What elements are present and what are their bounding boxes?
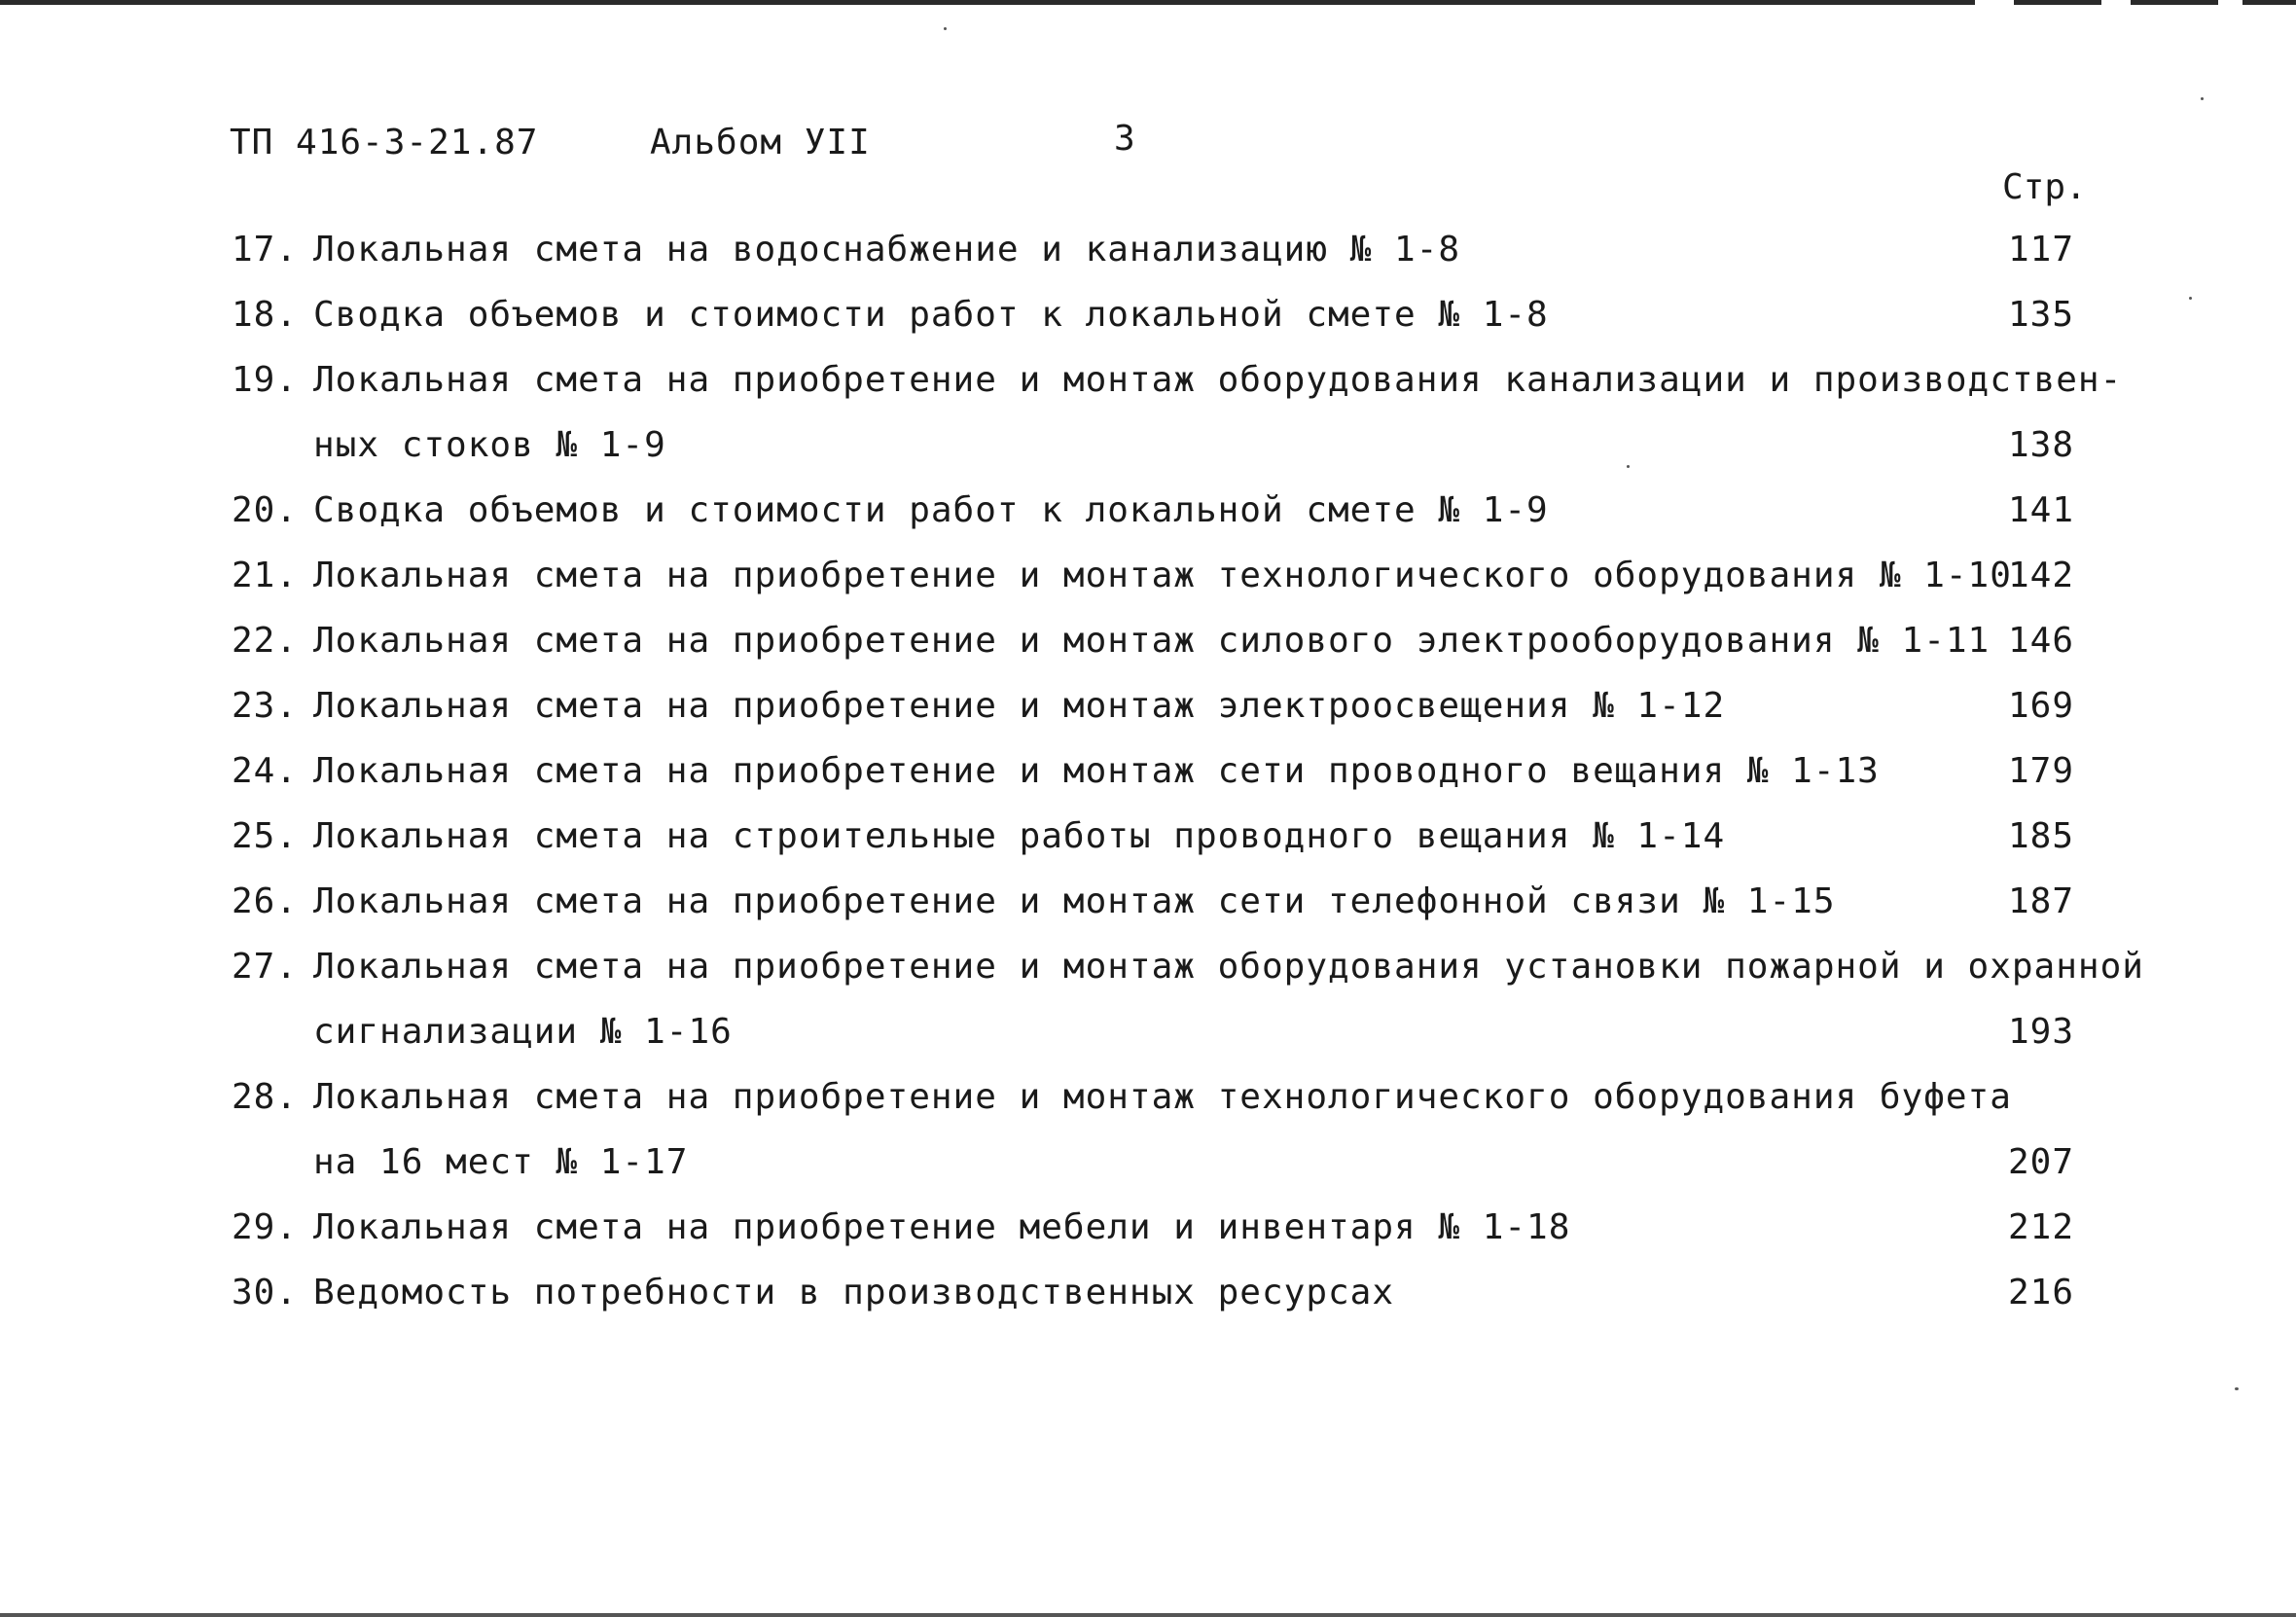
page-number: 3: [1114, 119, 1136, 159]
entry-title: Локальная смета на приобретение и монтаж оборудования установки пожарной и охранной: [313, 947, 2144, 987]
entry-page: 216: [2008, 1273, 2075, 1312]
entry-page: 187: [2008, 881, 2075, 921]
entry-number: 28.: [232, 1077, 299, 1117]
entry-title: Локальная смета на приобретение и монтаж сети проводного вещания № 1-13: [313, 751, 1880, 791]
scan-speck: [944, 27, 947, 30]
entry-title: Локальная смета на приобретение и монтаж сети телефонной связи № 1-15: [313, 881, 1836, 921]
scan-edge-gap: [1975, 0, 2014, 5]
entry-title: Локальная смета на приобретение мебели и инвентаря № 1-18: [313, 1207, 1571, 1247]
entry-number: 21.: [232, 556, 299, 595]
entry-page: 146: [2008, 621, 2075, 661]
entry-page: 212: [2008, 1207, 2075, 1247]
entry-title: Локальная смета на приобретение и монтаж электроосвещения № 1-12: [313, 686, 1726, 726]
entry-title-continuation: на 16 мест № 1-17: [313, 1142, 689, 1182]
entry-number: 30.: [232, 1273, 299, 1312]
entry-page: 179: [2008, 751, 2075, 791]
scan-top-edge: [0, 0, 2296, 5]
entry-title: Локальная смета на строительные работы проводного вещания № 1-14: [313, 816, 1726, 856]
scan-bottom-edge: [0, 1613, 2296, 1617]
entry-page: 193: [2008, 1012, 2075, 1052]
entry-title: Сводка объемов и стоимости работ к локальной смете № 1-9: [313, 490, 1549, 530]
entry-page: 207: [2008, 1142, 2075, 1182]
entry-page: 185: [2008, 816, 2075, 856]
entry-page: 117: [2008, 230, 2075, 270]
entry-number: 17.: [232, 230, 299, 270]
entry-title: Локальная смета на приобретение и монтаж технологического оборудования буфета: [313, 1077, 2012, 1117]
entry-number: 29.: [232, 1207, 299, 1247]
entry-title: Сводка объемов и стоимости работ к локальной смете № 1-8: [313, 295, 1549, 335]
entry-number: 18.: [232, 295, 299, 335]
scan-speck: [1627, 465, 1630, 468]
scan-speck: [2189, 297, 2192, 300]
entry-page: 138: [2008, 425, 2075, 465]
scan-edge-gap: [2218, 0, 2242, 5]
entry-number: 27.: [232, 947, 299, 987]
doc-code: ТП 416-3-21.87: [230, 123, 539, 162]
entry-title-continuation: сигнализации № 1-16: [313, 1012, 733, 1052]
entry-number: 19.: [232, 360, 299, 400]
entry-number: 24.: [232, 751, 299, 791]
entry-title: Ведомость потребности в производственных ресурсах: [313, 1273, 1395, 1312]
scan-edge-gap: [2101, 0, 2131, 5]
page-column-label: Стр.: [2002, 167, 2087, 207]
entry-page: 142: [2008, 556, 2075, 595]
album-label: Альбом УII: [650, 123, 871, 162]
entry-page: 135: [2008, 295, 2075, 335]
entry-title-continuation: ных стоков № 1-9: [313, 425, 666, 465]
entry-number: 26.: [232, 881, 299, 921]
entry-title: Локальная смета на приобретение и монтаж технологического оборудования № 1-10: [313, 556, 2012, 595]
entry-title: Локальная смета на приобретение и монтаж оборудования канализации и производствен-: [313, 360, 2123, 400]
entry-title: Локальная смета на приобретение и монтаж силового электрооборудования № 1-11: [313, 621, 1991, 661]
entry-number: 22.: [232, 621, 299, 661]
scan-speck: [2235, 1387, 2239, 1390]
entry-page: 169: [2008, 686, 2075, 726]
entry-title: Локальная смета на водоснабжение и канализацию № 1-8: [313, 230, 1461, 270]
entry-number: 25.: [232, 816, 299, 856]
entry-number: 20.: [232, 490, 299, 530]
entry-page: 141: [2008, 490, 2075, 530]
entry-number: 23.: [232, 686, 299, 726]
scan-speck: [2201, 97, 2204, 100]
